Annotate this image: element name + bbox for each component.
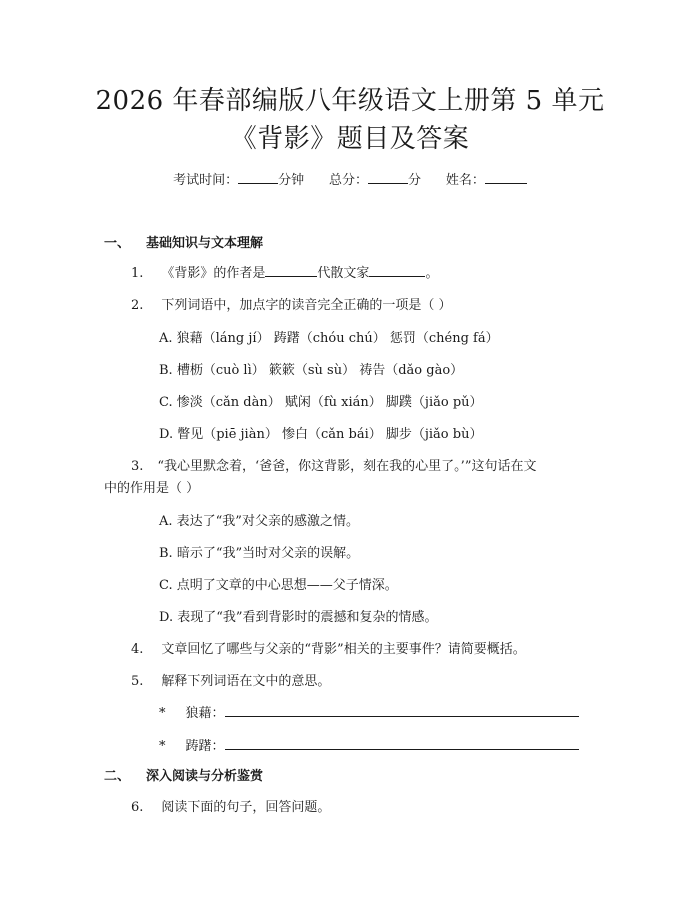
score-label: 总分：: [328, 173, 368, 188]
question-3-line-1: [131, 455, 536, 474]
question-4-number: 4.: [131, 642, 144, 657]
name-label: 姓名：: [445, 173, 485, 188]
question-2: [131, 294, 452, 313]
question-2-option-c[interactable]: C. 惨淡（cǎn dàn） 赋闲（fù xián） 脚蹼（jiǎo pǔ）: [159, 395, 483, 410]
question-3-option-a[interactable]: A. 表达了“我”对父亲的感激之情。: [159, 514, 359, 529]
section-2-heading: [104, 765, 263, 784]
question-2-number: 2.: [131, 298, 144, 313]
era-blank[interactable]: [369, 264, 425, 277]
question-3-option-b[interactable]: B. 暗示了“我”当时对父亲的误解。: [159, 546, 360, 561]
name-blank[interactable]: [485, 171, 527, 184]
question-3-text: “我心里默念着，‘爸爸，你这背影，刻在我的心里了。’”这句话在文: [157, 459, 537, 474]
answer-line[interactable]: [225, 704, 579, 717]
question-4-text: 文章回忆了哪些与父亲的“背影”相关的主要事件？请简要概括。: [161, 642, 526, 657]
time-unit: 分钟: [278, 173, 305, 188]
section-1-title: 基础知识与文本理解: [146, 236, 264, 251]
question-1: [131, 262, 438, 281]
question-1-text-pre: 《背影》的作者是: [161, 266, 266, 281]
question-1-number: 1.: [131, 266, 144, 281]
term-label: 踌躇：: [185, 739, 225, 754]
author-blank[interactable]: [265, 264, 317, 277]
exam-meta: [0, 169, 700, 188]
question-2-option-d[interactable]: D. 瞥见（piē jiàn） 惨白（cǎn bái） 脚步（jiǎo bù）: [159, 427, 483, 442]
question-3-number: 3.: [131, 459, 144, 474]
score-blank[interactable]: [368, 171, 408, 184]
question-3-line-2: 中的作用是（ ）: [104, 481, 200, 496]
question-1-text-mid: 代散文家: [317, 266, 370, 281]
score-unit: 分: [408, 173, 422, 188]
bullet-marker: *: [159, 706, 166, 721]
question-1-text-post: 。: [425, 266, 439, 281]
question-4: [131, 638, 526, 657]
bullet-marker: *: [159, 739, 166, 754]
question-3-option-d[interactable]: D. 表现了“我”看到背影时的震撼和复杂的情感。: [159, 610, 438, 625]
document-title-line-2: 《背影》题目及答案: [230, 124, 470, 154]
section-2-number: 二、: [104, 769, 131, 784]
question-5-number: 5.: [131, 674, 144, 689]
question-3-option-c[interactable]: C. 点明了文章的中心思想——父子情深。: [159, 578, 398, 593]
time-blank[interactable]: [238, 171, 278, 184]
question-2-text: 下列词语中，加点字的读音完全正确的一项是（ ）: [161, 298, 452, 313]
question-5: [131, 670, 330, 689]
answer-line[interactable]: [225, 737, 579, 750]
question-5-item-2: [159, 735, 579, 754]
time-label: 考试时间：: [173, 173, 239, 188]
question-5-item-1: [159, 702, 579, 721]
document-title-line-1: 2026 年春部编版八年级语文上册第 5 单元: [95, 86, 605, 116]
question-5-text: 解释下列词语在文中的意思。: [161, 674, 331, 689]
section-2-title: 深入阅读与分析鉴赏: [146, 769, 264, 784]
question-6-number: 6.: [131, 800, 144, 815]
question-2-option-b[interactable]: B. 槽枥（cuò lì） 簌簌（sù sù） 祷告（dǎo gào）: [159, 363, 464, 378]
question-6-text: 阅读下面的句子，回答问题。: [161, 800, 331, 815]
section-1-number: 一、: [104, 236, 131, 251]
question-6: [131, 796, 330, 815]
term-label: 狼藉：: [185, 706, 225, 721]
question-2-option-a[interactable]: A. 狼藉（láng jí） 踌躇（chóu chú） 惩罚（chéng fá）: [159, 331, 499, 346]
section-1-heading: [104, 232, 263, 251]
